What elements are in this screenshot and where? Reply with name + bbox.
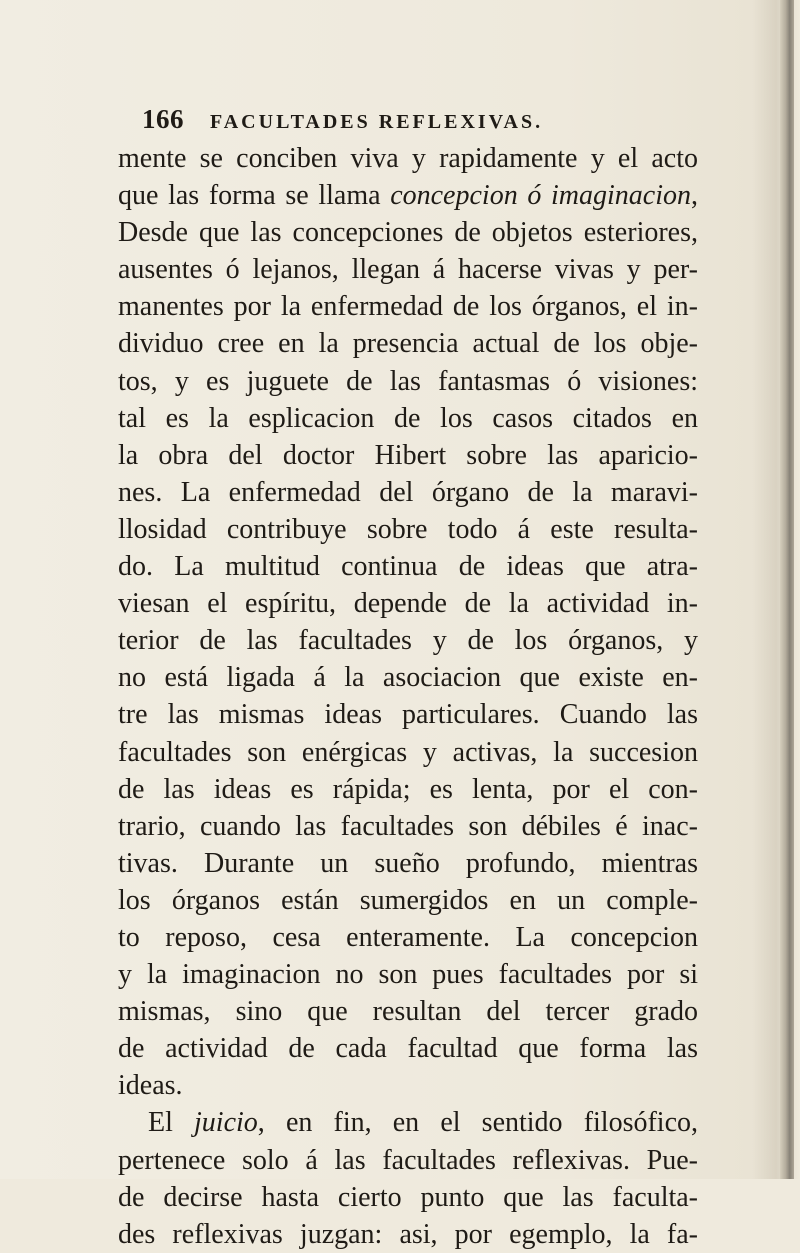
text-line [118,1030,698,1067]
text-segment: de decirse hasta cierto punto que las faculta- [118,1181,698,1213]
text-line [118,622,698,659]
text-line [118,1104,698,1141]
text-segment: tal es la esplicacion de los casos citados en [118,402,698,434]
text-segment: viesan el espíritu, depende de la actividad in- [118,588,698,620]
text-segment: tos, y es juguete de las fantasmas ó visiones: [118,365,698,397]
text-line [118,548,698,585]
text-segment: de las ideas es rápida; es lenta, por el con- [118,773,698,805]
text-line [118,956,698,993]
text-segment: no está ligada á la asociacion que existe en- [118,662,698,694]
text-segment: mente se conciben viva y rapidamente y el acto [118,143,698,174]
text-line [118,845,698,882]
text-segment: , [691,180,698,212]
text-segment: tre las mismas ideas particulares. Cuando las [118,699,698,731]
text-segment: llosidad contribuye sobre todo á este resulta- [118,513,698,545]
italic-term: juicio [194,1107,258,1139]
text-segment: pertenece solo á las facultades reflexivas. Pue- [118,1144,698,1176]
text-segment: Desde que las concepciones de objetos esteriores, [118,217,698,249]
text-line [118,474,698,511]
text-segment: manentes por la enfermedad de los órganos, el in- [118,291,698,323]
text-segment: mismas, sino que resultan del tercer grado [118,996,698,1028]
text-line [118,1142,698,1179]
text-line [118,696,698,733]
text-segment: los órganos están sumergidos en un comple- [118,884,698,916]
text-line [118,882,698,919]
text-line [118,1179,698,1216]
text-segment: dividuo cree en la presencia actual de los obje- [118,328,698,360]
text-line [118,993,698,1030]
italic-term: concepcion ó imaginacion [390,180,691,212]
text-segment: facultades son enérgicas y activas, la succesion [118,736,698,768]
body-text [118,140,698,1253]
text-segment: de actividad de cada facultad que forma las [118,1033,698,1065]
text-segment: trario, cuando las facultades son débiles é inac- [118,810,698,842]
text-line [118,771,698,808]
text-line [118,177,698,214]
text-line [118,1067,698,1104]
text-segment: y la imaginacion no son pues facultades por si [118,959,698,991]
text-line [118,437,698,474]
text-segment: ausentes ó lejanos, llegan á hacerse vivas y per- [118,254,698,286]
text-segment: terior de las facultades y de los órganos, y [118,625,698,657]
text-line [118,808,698,845]
text-line [118,325,698,362]
text-segment: , en fin, en el sentido filosófico, [257,1107,698,1139]
text-line [118,919,698,956]
running-title: FACULTADES REFLEXIVAS. [210,111,544,133]
text-segment: tivas. Durante un sueño profundo, mientras [118,847,698,879]
text-segment: que las forma se llama [118,180,391,212]
text-line [118,140,698,177]
text-line [118,251,698,288]
book-spine-shadow [780,0,794,1179]
text-segment: des reflexivas juzgan: asi, por egemplo, la fa- [118,1218,698,1250]
text-line [118,363,698,400]
text-line [118,214,698,251]
text-segment: El [148,1107,195,1139]
text-segment: to reposo, cesa enteramente. La concepcion [118,921,698,953]
text-segment: la obra del doctor Hibert sobre las aparicio- [118,439,698,471]
text-line [118,1216,698,1253]
page-header [142,104,702,140]
text-line [118,400,698,437]
text-line [118,585,698,622]
text-line [118,659,698,696]
text-segment: nes. La enfermedad del órgano de la maravi- [118,476,698,508]
text-segment: do. La multitud continua de ideas que atra- [118,551,698,583]
text-segment: ideas. [118,1070,183,1102]
text-line [118,734,698,771]
text-line [118,511,698,548]
text-line [118,288,698,325]
page-number: 166 [142,104,184,134]
